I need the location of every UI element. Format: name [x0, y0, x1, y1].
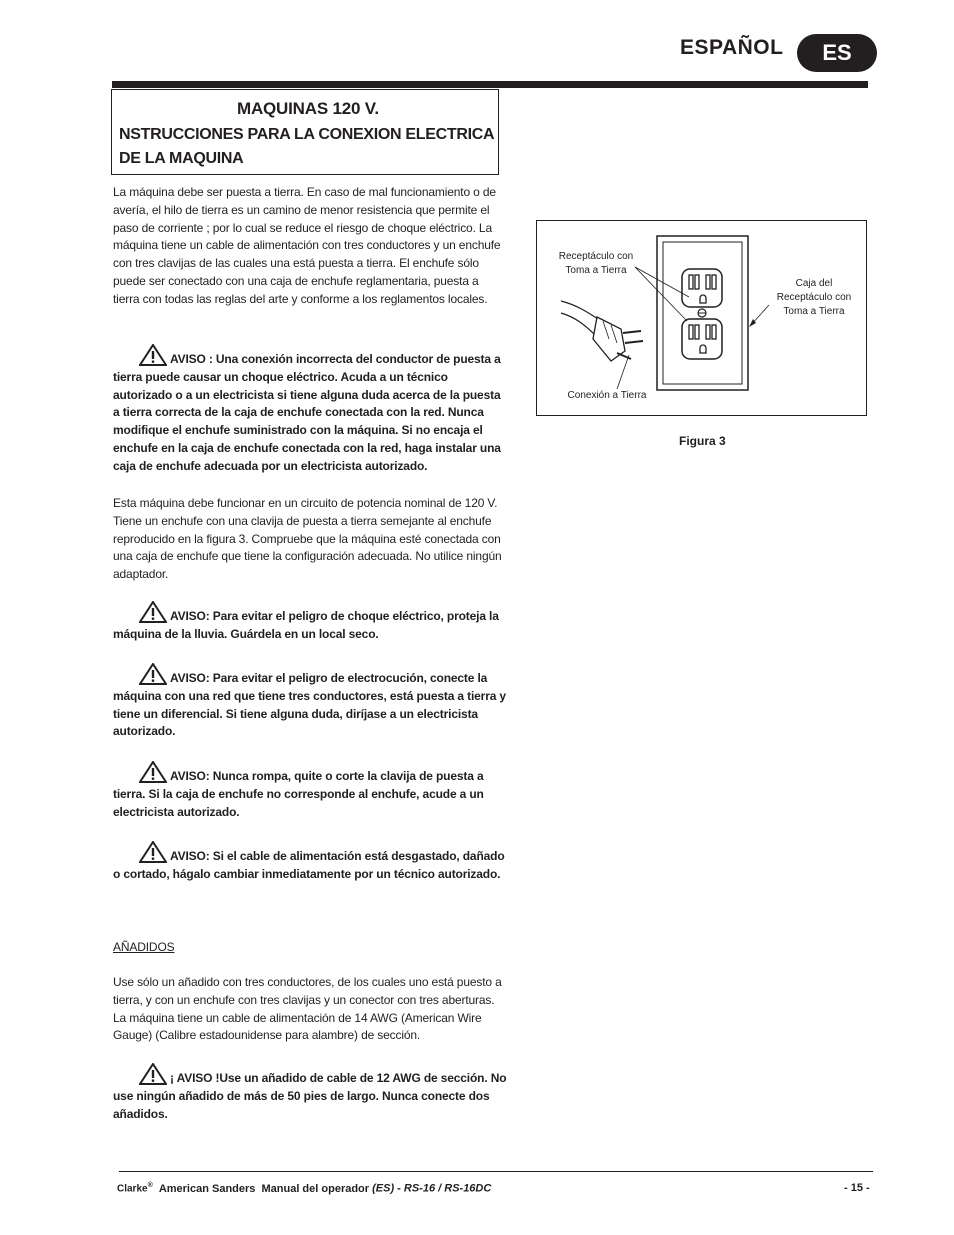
language-badge: ES [797, 34, 877, 72]
warning-rain [113, 601, 508, 644]
paragraph-extension: Use sólo un añadido con tres conductores, de los cuales uno está puesto a tierra, y con un enchufe con tres clavijas y un conector con tres aberturas. La máquina tiene un cable de alimentación de 14 AWG (American Wire Gauge) (Calibre estadounidense para alambre) de sección. [113, 975, 502, 1043]
warning-extension [113, 1063, 508, 1123]
warning-text: AVISO: Para evitar el peligro de electrocución, conecte la máquina con una red que tiene tres conductores, está puesta a tierra y tiene un diferencial. Si tiene alguna duda, diríjase a un electricista autorizado. [113, 671, 506, 739]
company-name: American Sanders [158, 1182, 256, 1195]
registered-mark: ® [147, 1182, 153, 1189]
warning-text: AVISO : Una conexión incorrecta del conductor de puesta a tierra puede causar un choque eléctrico. Acuda a un técnico autorizado o a un electricista si tiene alguna duda acerca de la puesta a tierra correcta de la caja de enchufe conectada con la red. Nunca modifique el enchufe suministrado con la máquina. Si no encaja el enchufe en la caja de enchufe conectada con la red, haga instalar una caja de enchufe adecuada por un electricista autorizado. [113, 352, 501, 473]
warning-electrocution [113, 663, 508, 741]
footer-title [117, 1182, 491, 1195]
warning-grounding [113, 344, 508, 476]
figure-caption: Figura 3 [679, 434, 726, 448]
footer-rule [119, 1171, 873, 1172]
language-label: ESPAÑOL [680, 36, 784, 59]
model-name: (ES) - RS-16 / RS-16DC [372, 1182, 492, 1195]
heading-anadidos: AÑADIDOS [113, 940, 175, 954]
warning-icon [139, 601, 167, 623]
warning-text: AVISO: Nunca rompa, quite o corte la clavija de puesta a tierra. Si la caja de enchufe no corresponde al enchufe, acude a un electricista autorizado. [113, 769, 484, 819]
warning-icon [139, 841, 167, 863]
paragraph-circuit: Esta máquina debe funcionar en un circuito de potencia nominal de 120 V. Tiene un enchufe con una clavija de puesta a tierra semejante al enchufe reproducido en la figura 3. Compruebe que la máquina esté conectada con una caja de enchufe que tiene la configuración adecuada. No utilice ningún adaptador. [113, 496, 502, 582]
label-ground: Conexión a Tierra [567, 390, 647, 401]
warning-text: AVISO: Para evitar el peligro de choque eléctrico, proteja la máquina de la lluvia. Guárdela en un local seco. [113, 609, 499, 641]
warning-icon [139, 1063, 167, 1085]
warning-ground-pin [113, 761, 508, 821]
manual-name: Manual del operador [261, 1182, 370, 1195]
paragraph-grounding: La máquina debe ser puesta a tierra. En caso de mal funcionamiento o de avería, el hilo de tierra es un camino de menor resistencia que permite el paso de corriente ; por lo cual se reduce el riesgo de choque eléctrico. La máquina tiene un cable de alimentación con tres conductores y un enchufe con tres clavijas de las cuales una está puesta a tierra. El enchufe sólo puede ser conectado con una caja de enchufe reglamentaria, puesta a tierra con todas las reglas del arte y conforme a los reglamentos locales. [113, 185, 501, 306]
header-rule [112, 81, 868, 88]
warning-icon [139, 761, 167, 783]
brand-name: Clarke [117, 1183, 148, 1195]
section-title: MAQUINAS 120 V. [237, 99, 379, 118]
warning-icon [139, 663, 167, 685]
section-subtitle: NSTRUCCIONES PARA LA CONEXION ELECTRICA DE LA MAQUINA [119, 126, 494, 167]
section-title-box [111, 89, 499, 175]
warning-damaged-cable [113, 841, 508, 884]
warning-text: AVISO: Si el cable de alimentación está desgastado, dañado o cortado, hágalo cambiar inmediatamente por un técnico autorizado. [113, 849, 505, 881]
warning-icon [139, 344, 167, 366]
label-box: Caja del Receptáculo con Toma a Tierra [776, 278, 852, 317]
page-number: - 15 - [844, 1182, 870, 1194]
warning-text: ¡ AVISO !Use un añadido de cable de 12 AWG de sección. No use ningún añadido de más de 50 pies de largo. Nunca conecte dos añadidos. [113, 1071, 507, 1121]
figure-grounded-outlet [536, 220, 867, 416]
label-receptacle: Receptáculo con Toma a Tierra [558, 251, 634, 276]
